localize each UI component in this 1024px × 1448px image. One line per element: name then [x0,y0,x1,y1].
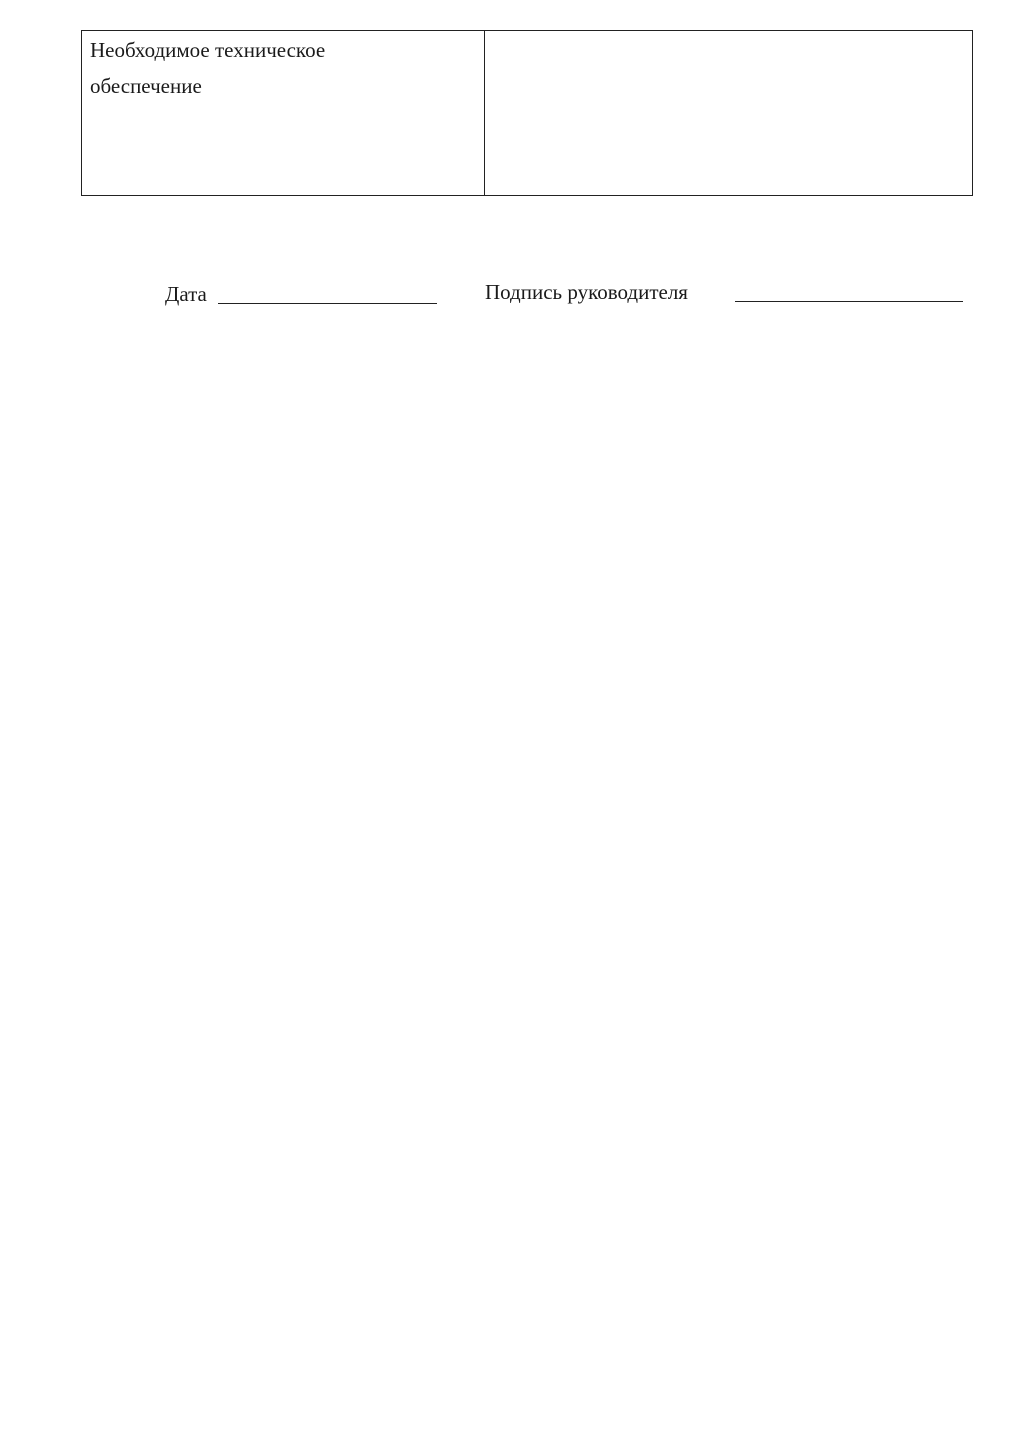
table-label-line-2: обеспечение [90,74,202,98]
date-label: Дата [165,282,207,306]
signature-label: Подпись руководителя [485,280,688,304]
table-value-cell[interactable] [485,31,972,195]
signature-field-line[interactable] [735,301,963,302]
technical-support-table [81,30,973,196]
table-label-line-1: Необходимое техническое [90,38,326,62]
date-field-line[interactable] [218,303,437,304]
signature-row [0,282,1024,322]
table-label-cell [82,31,485,195]
